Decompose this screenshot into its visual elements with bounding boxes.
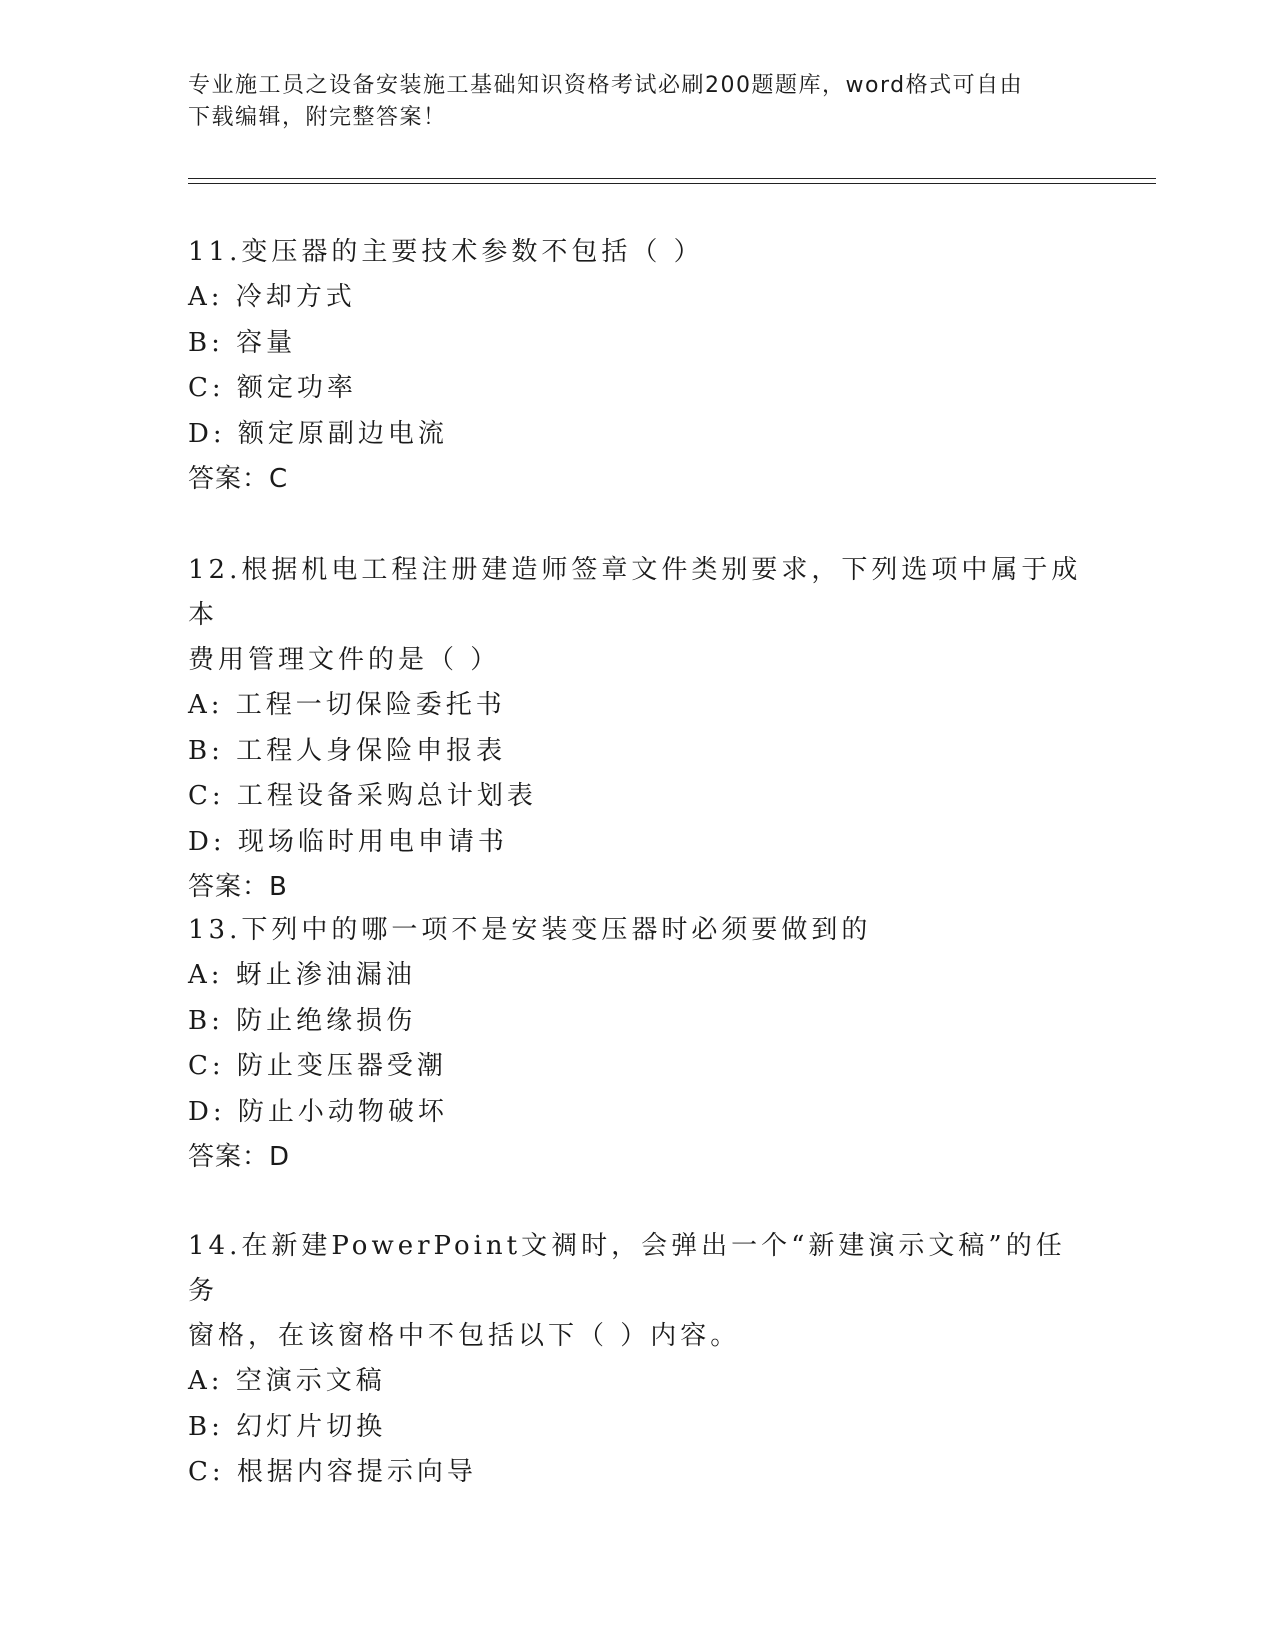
- option-c: C: 防止变压器受潮: [188, 1051, 447, 1081]
- question-11: [188, 230, 1088, 502]
- question-stem: 13.下列中的哪一项不是安装变压器时必须要做到的: [188, 915, 872, 945]
- option-d: D: 额定原副边电流: [188, 418, 448, 449]
- option-b: B: 容量: [188, 327, 297, 358]
- option-a: A: 蚜止渗油漏油: [188, 960, 416, 990]
- answer-value: C: [269, 464, 289, 494]
- header-divider-top: [188, 178, 1156, 179]
- option-d: D: 现场临时用电申请书: [188, 826, 508, 857]
- option-b: B: 工程人身保险申报表: [188, 735, 507, 766]
- answer-line: [188, 865, 1088, 910]
- answer-label: 答案：: [188, 1142, 270, 1172]
- header-line-1: 专业施工员之设备安装施工基础知识资格考试必刷200题题库，word格式可自由: [188, 73, 1024, 98]
- answer-line: [188, 457, 1088, 502]
- question-stem: 14.在新建PowerPoint文禂时，会弹出一个“新建演示文稿”的任务: [188, 1231, 1066, 1306]
- question-stem: 11.变压器的主要技术参数不包括（ ）: [188, 237, 704, 267]
- option-c: C: 工程设备采购总计划表: [188, 781, 537, 811]
- question-14: [188, 1224, 1088, 1496]
- question-12: [188, 548, 1088, 910]
- question-stem-continued: 费用管理文件的是（ ）: [188, 645, 501, 675]
- option-d: D: 防止小动物破坏: [188, 1096, 448, 1127]
- header-divider-bottom: [188, 183, 1156, 184]
- option-a: A: 空演示文稿: [188, 1366, 386, 1396]
- option-a: A: 工程一切保险委托书: [188, 690, 506, 720]
- option-c: C: 额定功率: [188, 373, 357, 403]
- option-a: A: 冷却方式: [188, 282, 356, 312]
- answer-value: D: [269, 1142, 291, 1172]
- option-c: C: 根据内容提示向导: [188, 1457, 477, 1487]
- header-line-2: 下载编辑，附完整答案！: [188, 105, 447, 130]
- document-header: [188, 70, 1068, 134]
- answer-label: 答案：: [188, 872, 270, 902]
- option-b: B: 防止绝缘损伤: [188, 1005, 417, 1036]
- option-b: B: 幻灯片切换: [188, 1411, 387, 1442]
- question-13: [188, 908, 1088, 1180]
- question-stem: 12.根据机电工程注册建造师签章文件类别要求，下列选项中属于成本: [188, 555, 1082, 630]
- answer-value: B: [269, 872, 288, 902]
- question-stem-continued: 窗格，在该窗格中不包括以下（ ）内容。: [188, 1321, 741, 1351]
- answer-label: 答案：: [188, 464, 270, 494]
- answer-line: [188, 1135, 1088, 1180]
